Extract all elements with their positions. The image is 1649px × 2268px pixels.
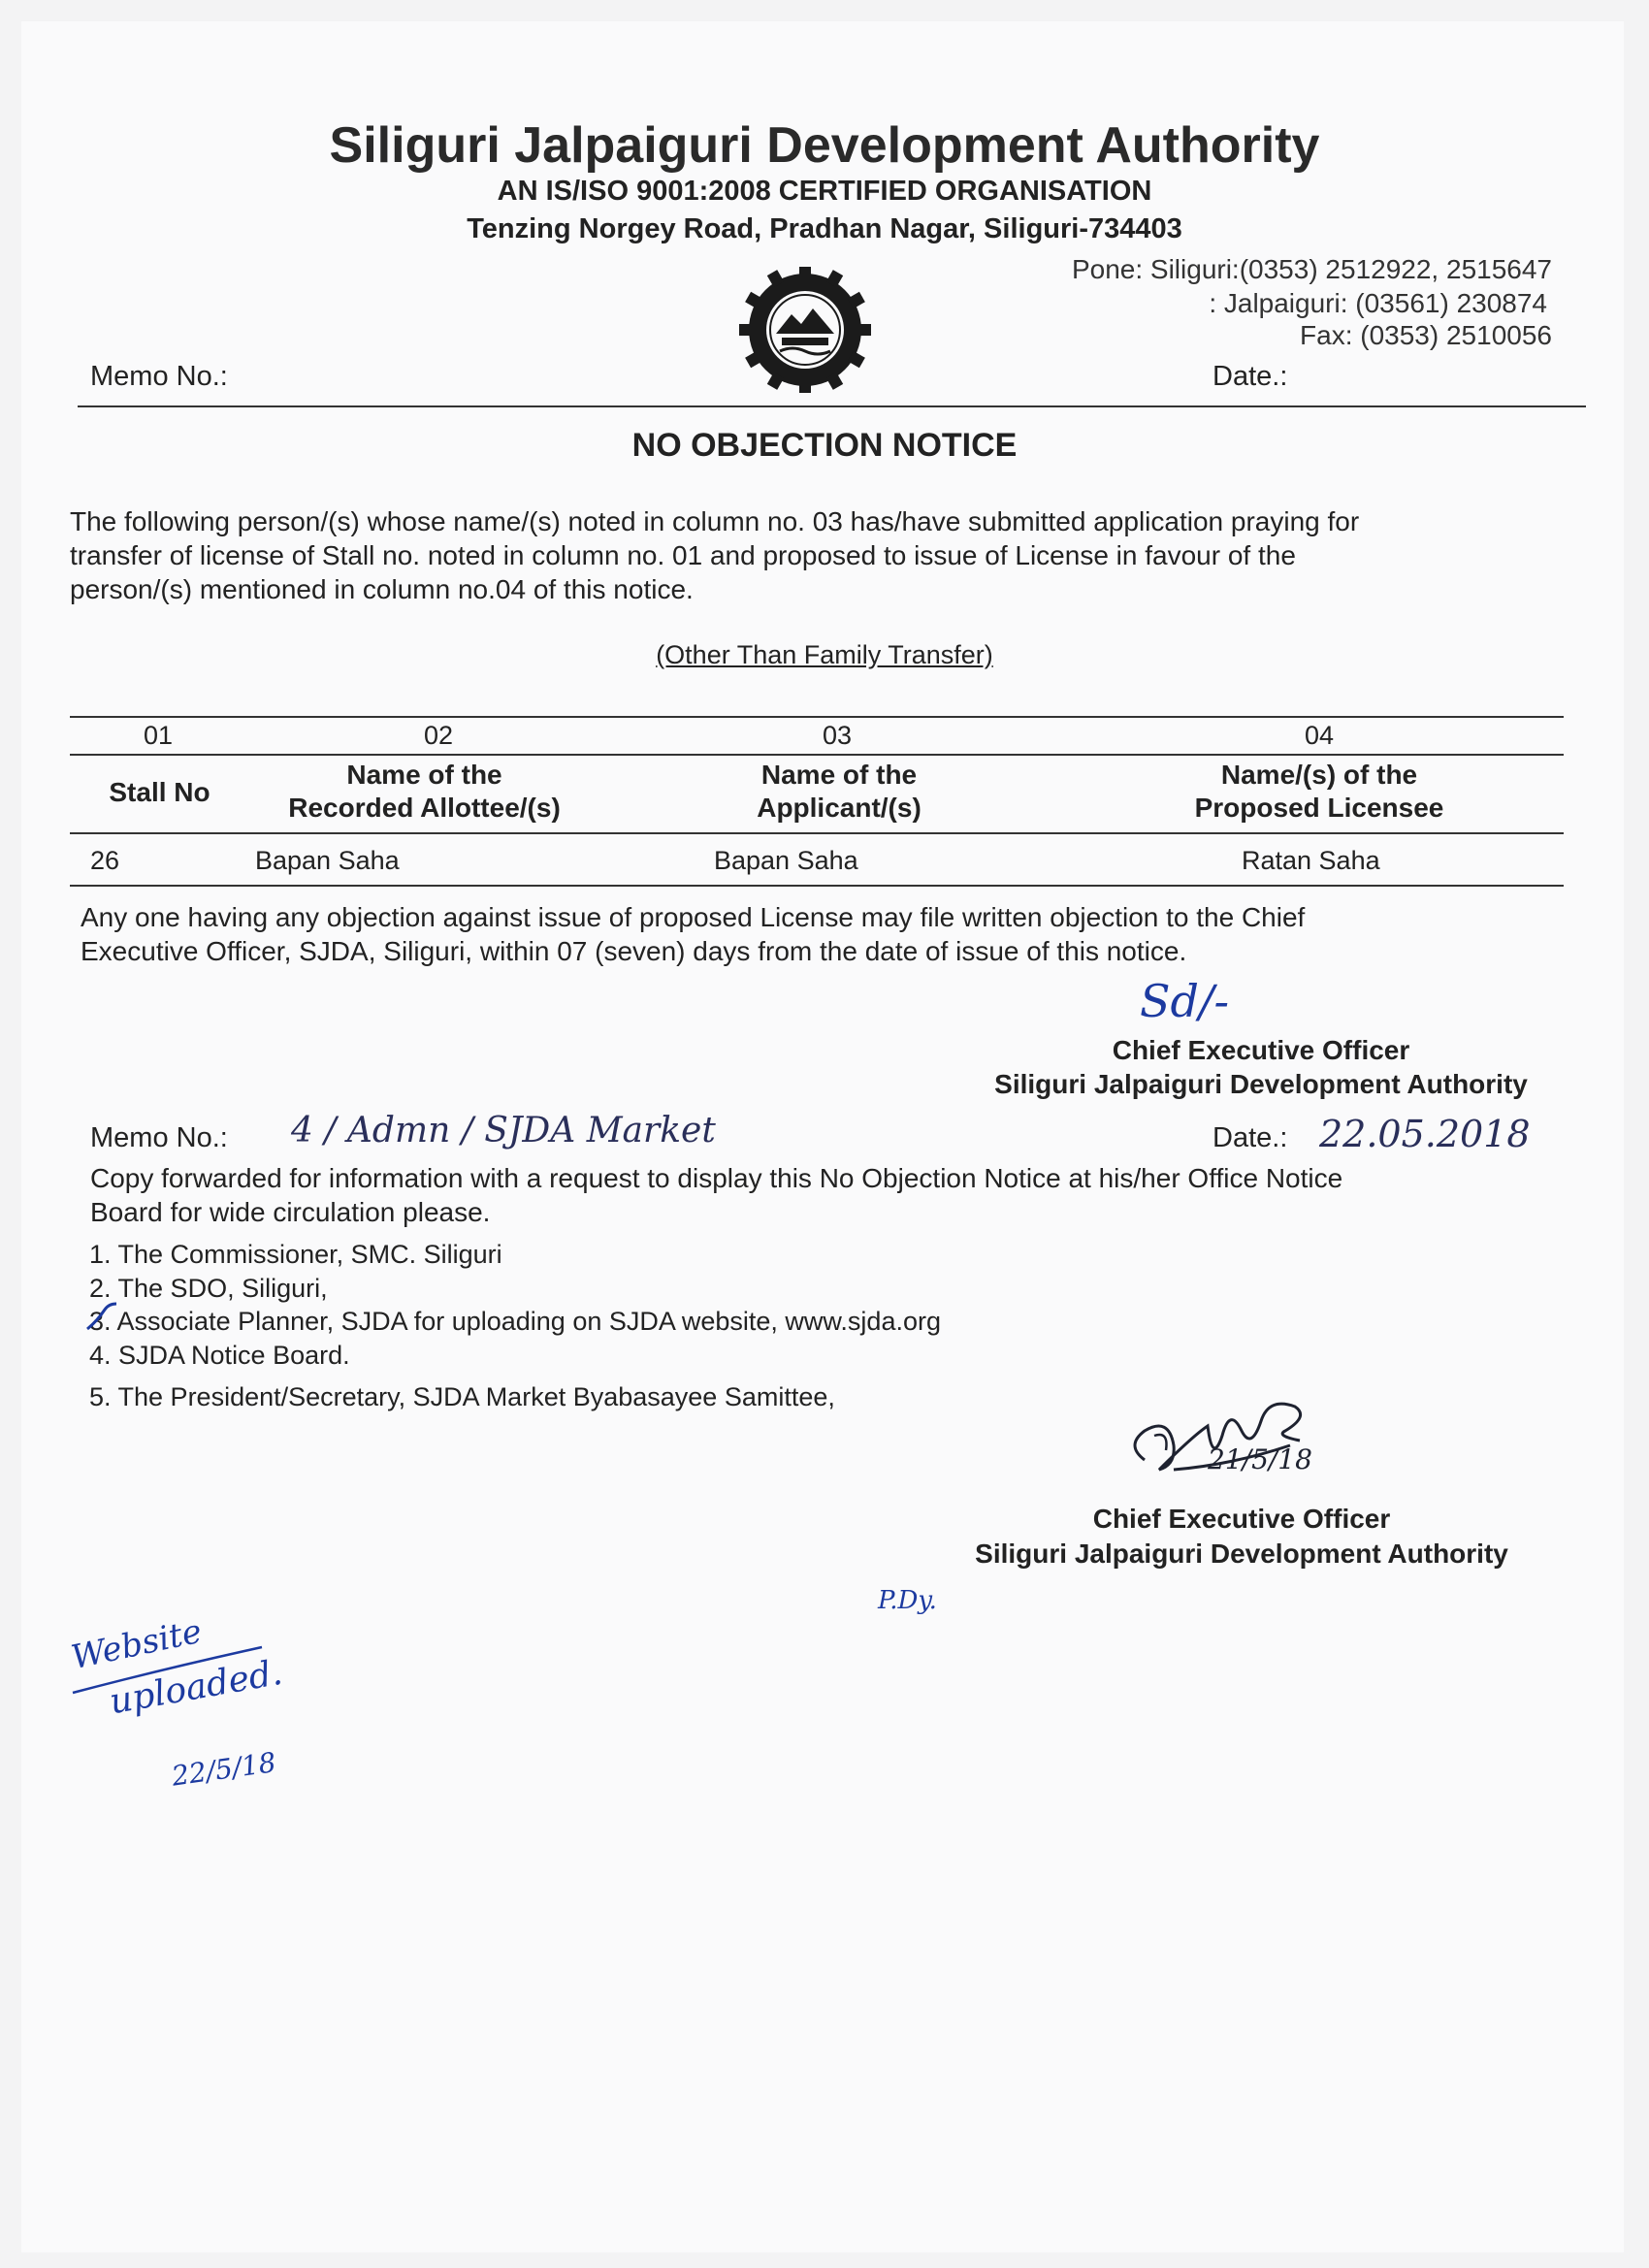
signatory-designation: Chief Executive Officer: [1112, 1035, 1410, 1065]
transfer-type-text: (Other Than Family Transfer): [656, 640, 993, 669]
forward-date-label: Date.:: [1212, 1122, 1288, 1153]
handwritten-sd: Sd/-: [1140, 975, 1229, 1027]
fax-number: Fax: (0353) 2510056: [1300, 320, 1552, 350]
header-text: Proposed Licensee: [1194, 793, 1444, 823]
column-number: 02: [424, 721, 454, 750]
org-address: Tenzing Norgey Road, Pradhan Nagar, Siliguri-734403: [467, 213, 1182, 244]
intro-line: person/(s) mentioned in column no.04 of this notice.: [70, 574, 694, 604]
annotation-date: 22/5/18: [170, 1745, 278, 1793]
header-text: Stall No: [109, 777, 210, 807]
check-mark-icon: [83, 1300, 122, 1339]
table-bottom-rule: [70, 885, 1564, 887]
date-label: Date.:: [1212, 361, 1288, 392]
annotation-line: uploaded.: [107, 1652, 286, 1723]
phone-jalpaiguri: : Jalpaiguri: (03561) 230874: [1209, 288, 1547, 318]
column-header-applicant: [679, 759, 999, 825]
table-body-rule: [70, 832, 1564, 834]
column-number: 03: [823, 721, 853, 750]
copy-line: Copy forwarded for information with a request to display this No Objection Notice at his/her Office Notice: [90, 1163, 1343, 1193]
recipient-item: 4. SJDA Notice Board.: [89, 1341, 350, 1370]
certification-line: AN IS/ISO 9001:2008 CERTIFIED ORGANISATION: [497, 176, 1152, 207]
notice-title: NO OBJECTION NOTICE: [631, 427, 1018, 464]
table-header-rule: [70, 754, 1564, 756]
org-name: Siliguri Jalpaiguri Development Authority: [329, 117, 1320, 174]
handwritten-date: 22.05.2018: [1319, 1113, 1531, 1155]
table-cell-stall-no: 26: [90, 846, 120, 875]
intro-line: The following person/(s) whose name/(s) noted in column no. 03 has/have submitted application praying for: [70, 506, 1360, 536]
column-number: 01: [144, 721, 174, 750]
column-header-stall-no: [89, 776, 230, 809]
handwritten-sign-date: 21/5/18: [1208, 1443, 1312, 1475]
table-cell-applicant: Bapan Saha: [714, 846, 858, 875]
header-text: Recorded Allottee/(s): [288, 793, 561, 823]
signatory2-designation: Chief Executive Officer: [1092, 1504, 1391, 1534]
handwritten-signature: [1116, 1377, 1348, 1504]
table-top-rule: [70, 716, 1564, 718]
handwritten-initials: P.Dy.: [878, 1586, 937, 1615]
signatory2-organization: Siliguri Jalpaiguri Development Authority: [975, 1539, 1508, 1569]
copy-line: Board for wide circulation please.: [90, 1197, 491, 1227]
recipient-item: 3. Associate Planner, SJDA for uploading on SJDA website, www.sjda.org: [89, 1307, 941, 1336]
transfer-type-heading: [0, 640, 1649, 670]
column-number: 04: [1305, 721, 1335, 750]
column-header-recorded-allottee: [257, 759, 592, 825]
header-text: Name/(s) of the: [1220, 760, 1418, 790]
intro-line: transfer of license of Stall no. noted in column no. 01 and proposed to issue of License in favour of the: [70, 540, 1296, 570]
recipient-item: 2. The SDO, Siliguri,: [89, 1274, 328, 1303]
recipient-item: 5. The President/Secretary, SJDA Market Byabasayee Samittee,: [89, 1382, 835, 1411]
intro-paragraph: [70, 504, 1542, 606]
memo-label: Memo No.:: [90, 361, 228, 392]
annotation-line: Website: [68, 1611, 206, 1678]
objection-paragraph: [81, 900, 1536, 968]
header-divider: [78, 405, 1586, 407]
handwritten-memo-number: 4 / Admn / SJDA Market: [291, 1111, 716, 1150]
phone-siliguri: Pone: Siliguri:(0353) 2512922, 2515647: [1071, 254, 1552, 284]
table-cell-proposed-licensee: Ratan Saha: [1242, 846, 1380, 875]
header-text: Name of the: [760, 760, 918, 790]
forward-memo-label: Memo No.:: [90, 1122, 228, 1153]
sjda-seal-icon: [732, 267, 878, 393]
objection-line: Any one having any objection against issue of proposed License may file written objection to the Chief: [81, 902, 1306, 932]
header-text: Applicant/(s): [757, 793, 922, 823]
recipient-item: 1. The Commissioner, SMC. Siliguri: [89, 1240, 502, 1269]
copy-forward-paragraph: [90, 1161, 1538, 1229]
objection-line: Executive Officer, SJDA, Siliguri, within 07 (seven) days from the date of issue of this notice.: [81, 936, 1187, 966]
column-header-proposed-licensee: [1154, 759, 1484, 825]
table-cell-recorded-allottee: Bapan Saha: [255, 846, 400, 875]
header-text: Name of the: [346, 760, 502, 790]
signatory-organization: Siliguri Jalpaiguri Development Authority: [994, 1069, 1528, 1099]
